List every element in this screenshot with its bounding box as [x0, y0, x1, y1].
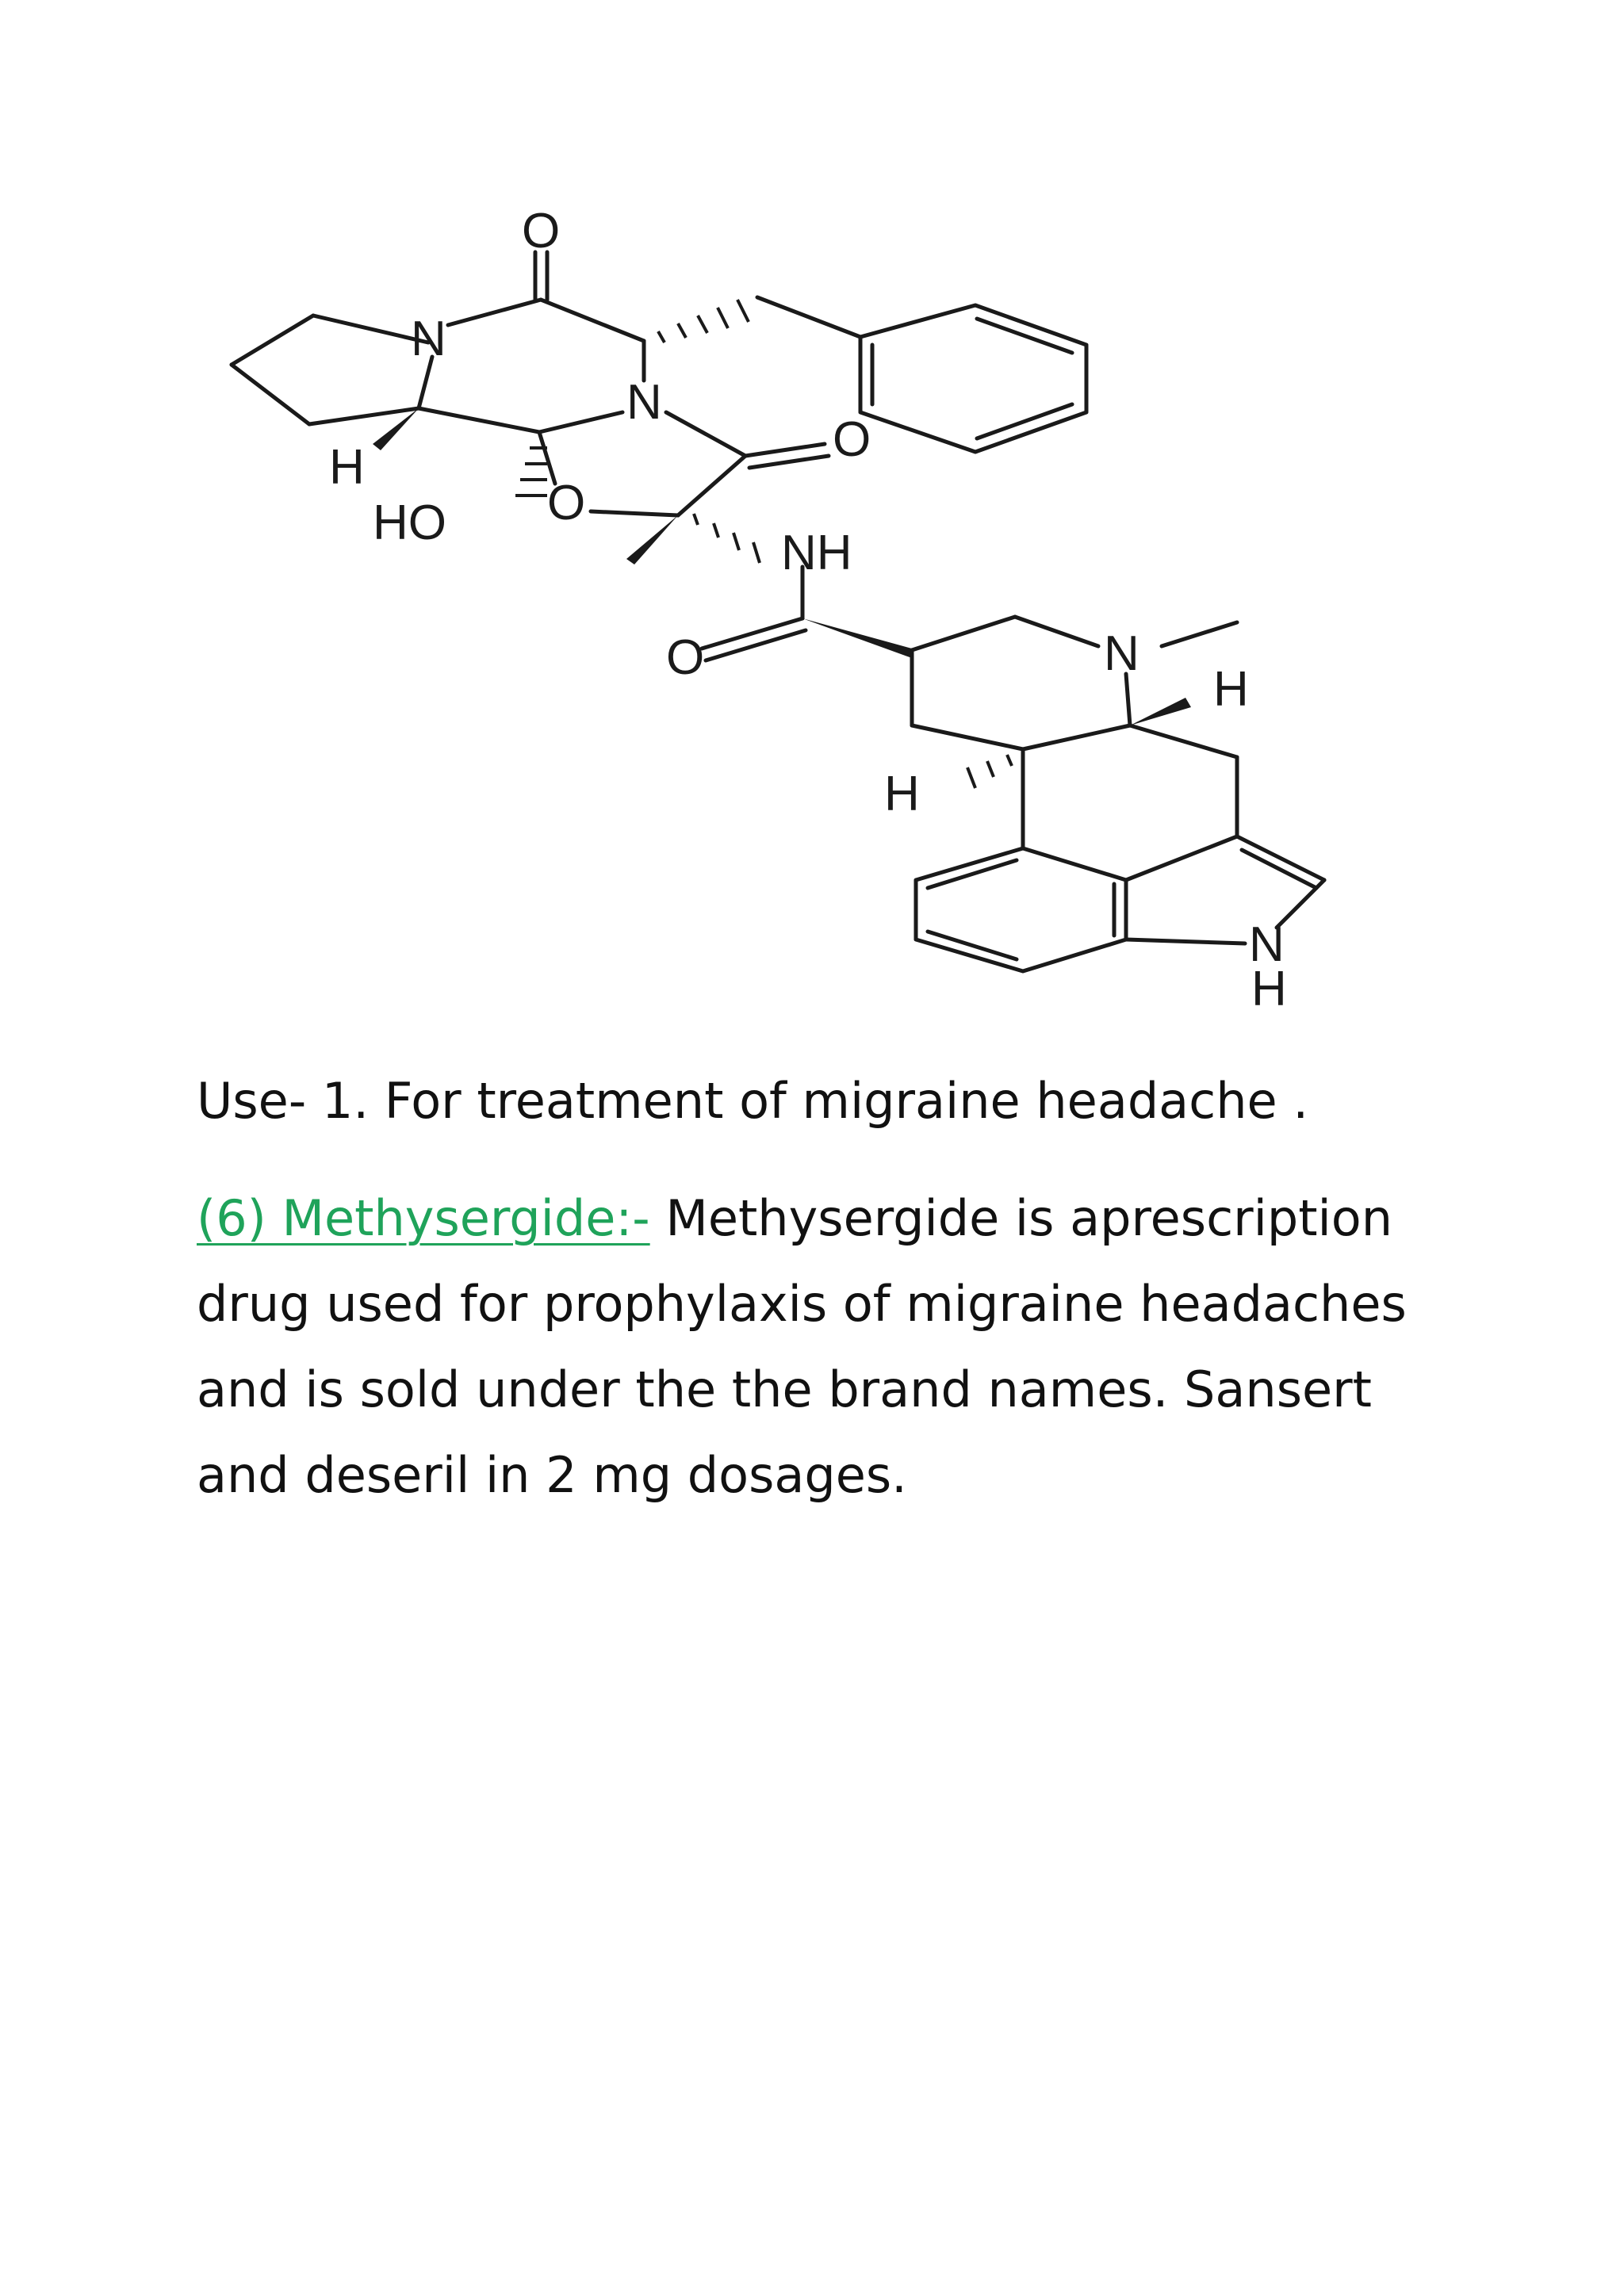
atom-label-h1: H [329, 440, 365, 495]
paragraph-line-4: and deseril in 2 mg dosages. [197, 1446, 907, 1504]
use-line: Use- 1. For treatment of migraine headache . [197, 1072, 1309, 1130]
atom-label-n3: N [1104, 626, 1139, 681]
section-link-methysergide[interactable]: (6) Methysergide:- [197, 1189, 650, 1247]
atom-label-o1: O [522, 204, 561, 258]
chemical-structure-diagram [206, 190, 1364, 1015]
atom-label-h2: H [1213, 662, 1249, 717]
paragraph-line-2: drug used for prophylaxis of migraine headaches [197, 1275, 1407, 1333]
atom-label-o3: O [547, 476, 586, 530]
atom-label-h3: H [884, 767, 920, 821]
document-text [197, 1058, 1434, 1518]
atom-label-n2: N [626, 375, 662, 430]
paragraph-line-1 [197, 1176, 1434, 1261]
atom-label-h4: H [1251, 962, 1287, 1015]
atom-label-n4: N [1249, 917, 1285, 972]
atom-label-ho: HO [373, 496, 446, 550]
atom-label-nh: NH [781, 526, 852, 580]
paragraph-line-3: and is sold under the the brand names. Sansert [197, 1360, 1372, 1418]
atom-label-n1: N [411, 312, 446, 366]
atom-label-o2: O [833, 412, 871, 467]
paragraph-line-1-text: Methysergide is aprescription [649, 1189, 1393, 1247]
atom-label-o4: O [666, 630, 705, 685]
